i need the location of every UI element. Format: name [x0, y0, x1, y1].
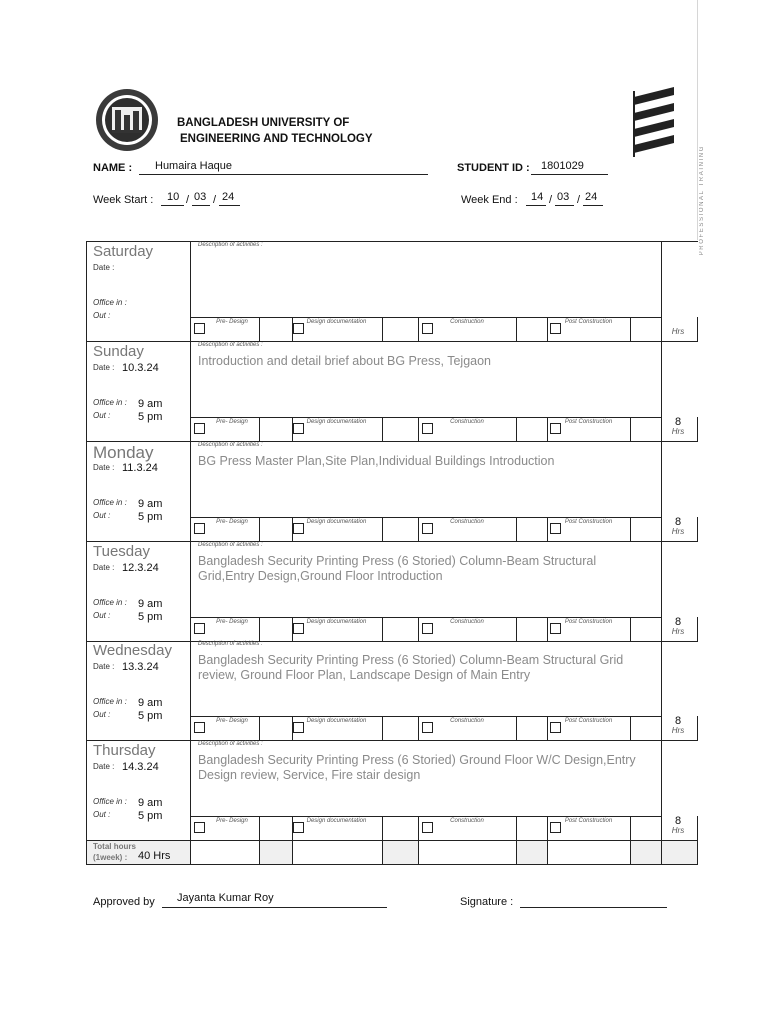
- side-label: PROFESSIONAL TRAINING: [699, 145, 705, 256]
- phase-column-rule: [382, 816, 383, 840]
- out-label: Out :: [93, 710, 111, 719]
- description-field[interactable]: Bangladesh Security Printing Press (6 Storied) Column-Beam Structural Grid,Entry Design,Ground Floor Introduction: [198, 554, 597, 583]
- hours-right-border: [697, 617, 698, 641]
- phase-label: Construction: [450, 718, 484, 724]
- table-left-border: [86, 441, 87, 541]
- phase-checkbox[interactable]: [194, 822, 205, 833]
- description-label: Description of activities :: [198, 242, 263, 248]
- description-label: Description of activities :: [198, 641, 263, 647]
- total-shaded-cell: [662, 841, 697, 864]
- description-label: Description of activities :: [198, 442, 263, 448]
- phase-label: Post Construction: [564, 319, 613, 325]
- day-name-sunday: Sunday: [93, 343, 144, 360]
- office-in-label: Office in :: [93, 298, 127, 307]
- phase-column-rule: [661, 716, 662, 740]
- table-left-border: [86, 740, 87, 840]
- phase-column-rule: [259, 517, 260, 541]
- phase-checkbox[interactable]: [194, 523, 205, 534]
- student-id-field[interactable]: 1801029: [541, 160, 584, 172]
- slash: /: [186, 194, 190, 206]
- hours-field[interactable]: 8: [674, 516, 682, 528]
- date-label: Date :: [93, 762, 115, 771]
- phase-label: Post Construction: [564, 619, 613, 625]
- name-field[interactable]: Humaira Haque: [155, 160, 233, 172]
- phase-column-rule: [190, 517, 191, 541]
- phase-column-rule: [418, 716, 419, 740]
- university-name-line1: BANGLADESH UNIVERSITY OF: [177, 117, 350, 129]
- university-name-line2: ENGINEERING AND TECHNOLOGY: [180, 133, 373, 145]
- date-label: Date :: [93, 563, 115, 572]
- hours-field[interactable]: 8: [674, 616, 682, 628]
- phase-checkbox[interactable]: [194, 323, 205, 334]
- phase-column-rule: [382, 617, 383, 641]
- table-left-border: [86, 341, 87, 441]
- phase-column-rule: [418, 816, 419, 840]
- name-label: NAME :: [93, 162, 133, 174]
- phase-column-rule: [661, 417, 662, 441]
- description-field[interactable]: BG Press Master Plan,Site Plan,Individual Buildings Introduction: [198, 454, 555, 468]
- date-field[interactable]: 12.3.24: [122, 562, 159, 574]
- description-right-border: [661, 541, 662, 617]
- table-left-border: [86, 241, 87, 341]
- phase-label: Design documentation: [306, 319, 367, 325]
- total-hours-field[interactable]: 40 Hrs: [138, 850, 171, 862]
- phase-column-rule: [259, 417, 260, 441]
- description-right-border: [661, 640, 662, 716]
- phase-checkbox[interactable]: [194, 423, 205, 434]
- phase-label: Pre- Design: [216, 319, 248, 325]
- out-label: Out :: [93, 511, 111, 520]
- week-start-year-underline: [219, 205, 240, 206]
- phase-column-rule: [547, 417, 548, 441]
- phase-column-rule: [190, 417, 191, 441]
- approved-by-underline: [162, 907, 387, 908]
- day-name-tuesday: Tuesday: [93, 543, 150, 560]
- description-field[interactable]: Introduction and detail brief about BG Press, Tejgaon: [198, 354, 492, 368]
- total-shaded-cell: [517, 841, 547, 864]
- hours-right-border: [697, 517, 698, 541]
- week-start-day-underline: [161, 205, 184, 206]
- week-start-month-underline: [192, 205, 210, 206]
- phase-column-rule: [516, 517, 517, 541]
- hours-right-border: [697, 417, 698, 441]
- phase-label: Pre- Design: [216, 419, 248, 425]
- phase-column-rule: [190, 716, 191, 740]
- table-left-border: [86, 640, 87, 740]
- phase-column-rule: [516, 317, 517, 341]
- phase-column-rule: [516, 617, 517, 641]
- phase-column-rule: [382, 317, 383, 341]
- signature-field[interactable]: [520, 907, 667, 908]
- description-right-border: [661, 341, 662, 417]
- hours-right-border: [697, 840, 698, 864]
- date-label: Date :: [93, 463, 115, 472]
- student-id-label: STUDENT ID :: [457, 162, 530, 174]
- week-end-month[interactable]: 03: [557, 191, 570, 203]
- total-bottom-rule: [86, 864, 698, 865]
- phase-column-rule: [630, 517, 631, 541]
- phase-label: Post Construction: [564, 519, 613, 525]
- week-end-year-underline: [583, 205, 603, 206]
- office-in-label: Office in :: [93, 697, 127, 706]
- phase-column-rule: [547, 716, 548, 740]
- university-logo: [94, 87, 160, 153]
- out-field[interactable]: 5 pm: [138, 710, 163, 722]
- office-in-field[interactable]: 9 am: [138, 598, 163, 610]
- hours-right-border: [697, 716, 698, 740]
- week-end-label: Week End :: [461, 194, 518, 206]
- office-in-label: Office in :: [93, 498, 127, 507]
- slash: /: [549, 194, 553, 206]
- office-in-field[interactable]: 9 am: [138, 697, 163, 709]
- phase-label: Construction: [450, 519, 484, 525]
- week-start-day[interactable]: 10: [167, 191, 180, 203]
- week-start-month[interactable]: 03: [194, 191, 207, 203]
- out-label: Out :: [93, 411, 111, 420]
- table-top-rule: [86, 241, 698, 242]
- phase-column-rule: [418, 617, 419, 641]
- date-label: Date :: [93, 263, 115, 272]
- phase-label: Post Construction: [564, 718, 613, 724]
- date-field[interactable]: 13.3.24: [122, 661, 159, 673]
- row-bottom-rule: [86, 341, 698, 342]
- week-end-year[interactable]: 24: [585, 191, 598, 203]
- day-name-thursday: Thursday: [93, 742, 156, 759]
- phase-label: Pre- Design: [216, 818, 248, 824]
- slash: /: [577, 194, 581, 206]
- phase-label: Construction: [450, 619, 484, 625]
- approved-by-field[interactable]: Jayanta Kumar Roy: [177, 892, 274, 904]
- phase-column-rule: [661, 317, 662, 341]
- total-hours-label: Total hours (1week) :: [93, 842, 136, 862]
- office-in-label: Office in :: [93, 797, 127, 806]
- phase-label: Construction: [450, 818, 484, 824]
- phase-column-rule: [547, 317, 548, 341]
- phase-label: Design documentation: [306, 519, 367, 525]
- phase-label: Design documentation: [306, 619, 367, 625]
- hours-field[interactable]: 8: [674, 815, 682, 827]
- phase-checkbox[interactable]: [194, 623, 205, 634]
- hours-label: Hrs: [671, 726, 685, 735]
- week-end-day-underline: [526, 205, 546, 206]
- phase-column-rule: [547, 517, 548, 541]
- row-bottom-rule: [86, 641, 698, 642]
- phase-column-rule: [259, 617, 260, 641]
- slash: /: [213, 194, 217, 206]
- out-field[interactable]: 5 pm: [138, 511, 163, 523]
- phase-column-rule: [418, 417, 419, 441]
- student-id-underline: [531, 174, 608, 175]
- description-field[interactable]: Bangladesh Security Printing Press (6 Storied) Column-Beam Structural Grid review, Ground Floor Plan, Landscape Design of Main Entry: [198, 653, 624, 682]
- office-in-field[interactable]: 9 am: [138, 398, 163, 410]
- date-field[interactable]: 11.3.24: [122, 462, 158, 474]
- description-field[interactable]: Bangladesh Security Printing Press (6 Storied) Ground Floor W/C Design,Entry Design review, Service, Fire stair design: [198, 753, 636, 782]
- hours-label: Hrs: [671, 427, 685, 436]
- phase-column-rule: [630, 417, 631, 441]
- phase-column-rule: [630, 317, 631, 341]
- row-bottom-rule: [86, 740, 698, 741]
- description-label: Description of activities :: [198, 741, 263, 747]
- week-start-year[interactable]: 24: [222, 191, 235, 203]
- phase-label: Design documentation: [306, 419, 367, 425]
- phase-label: Design documentation: [306, 718, 367, 724]
- week-start-label: Week Start :: [93, 194, 154, 206]
- phase-column-rule: [630, 816, 631, 840]
- phase-column-rule: [259, 317, 260, 341]
- description-label: Description of activities :: [198, 542, 263, 548]
- week-end-month-underline: [555, 205, 574, 206]
- phase-column-rule: [516, 716, 517, 740]
- total-shaded-cell: [631, 841, 661, 864]
- approved-by-label: Approved by: [93, 896, 155, 908]
- row-bottom-rule: [86, 541, 698, 542]
- phase-column-rule: [661, 617, 662, 641]
- phase-column-rule: [630, 617, 631, 641]
- signature-label: Signature :: [460, 896, 514, 908]
- hours-field[interactable]: 8: [674, 416, 682, 428]
- date-label: Date :: [93, 363, 115, 372]
- office-in-field[interactable]: 9 am: [138, 498, 163, 510]
- phase-column-rule: [547, 617, 548, 641]
- phase-label: Pre- Design: [216, 619, 248, 625]
- total-column-rule: [547, 840, 548, 864]
- phase-column-rule: [382, 517, 383, 541]
- phase-column-rule: [630, 716, 631, 740]
- table-left-border: [86, 541, 87, 641]
- phase-column-rule: [418, 317, 419, 341]
- phase-column-rule: [190, 816, 191, 840]
- phase-column-rule: [661, 816, 662, 840]
- day-name-monday: Monday: [93, 443, 154, 462]
- office-in-field[interactable]: 9 am: [138, 797, 163, 809]
- out-field[interactable]: 5 pm: [138, 411, 163, 423]
- phase-column-rule: [190, 317, 191, 341]
- hours-right-border: [697, 317, 698, 341]
- out-label: Out :: [93, 311, 111, 320]
- description-label: Description of activities :: [198, 342, 263, 348]
- phase-column-rule: [190, 617, 191, 641]
- phase-label: Post Construction: [564, 419, 613, 425]
- description-right-border: [661, 241, 662, 317]
- hours-label: Hrs: [671, 627, 685, 636]
- date-label: Date :: [93, 662, 115, 671]
- phase-label: Design documentation: [306, 818, 367, 824]
- out-field[interactable]: 5 pm: [138, 611, 163, 623]
- hours-label: Hrs: [671, 527, 685, 536]
- out-label: Out :: [93, 611, 111, 620]
- date-field[interactable]: 10.3.24: [122, 362, 159, 374]
- phase-column-rule: [418, 517, 419, 541]
- out-field[interactable]: 5 pm: [138, 810, 163, 822]
- total-column-rule: [190, 840, 191, 864]
- total-column-rule: [292, 840, 293, 864]
- date-field[interactable]: 14.3.24: [122, 761, 159, 773]
- description-right-border: [661, 441, 662, 517]
- description-right-border: [661, 740, 662, 816]
- phase-label: Construction: [450, 419, 484, 425]
- phase-column-rule: [547, 816, 548, 840]
- hours-label: Hrs: [671, 826, 685, 835]
- name-underline: [139, 174, 428, 175]
- phase-label: Pre- Design: [216, 718, 248, 724]
- office-in-label: Office in :: [93, 598, 127, 607]
- hours-label: Hrs: [671, 327, 685, 336]
- total-shaded-cell: [383, 841, 418, 864]
- hours-field[interactable]: 8: [674, 715, 682, 727]
- phase-column-rule: [259, 816, 260, 840]
- row-bottom-rule: [86, 441, 698, 442]
- phase-column-rule: [516, 417, 517, 441]
- day-name-wednesday: Wednesday: [93, 642, 172, 659]
- phase-column-rule: [661, 517, 662, 541]
- training-emblem-icon: [632, 87, 678, 159]
- phase-column-rule: [382, 716, 383, 740]
- total-shaded-cell: [260, 841, 292, 864]
- day-name-saturday: Saturday: [93, 243, 154, 260]
- hours-right-border: [697, 816, 698, 840]
- week-end-day[interactable]: 14: [531, 191, 544, 203]
- phase-checkbox[interactable]: [194, 722, 205, 733]
- phase-label: Pre- Design: [216, 519, 248, 525]
- phase-column-rule: [259, 716, 260, 740]
- phase-column-rule: [382, 417, 383, 441]
- phase-label: Construction: [450, 319, 484, 325]
- office-in-label: Office in :: [93, 398, 127, 407]
- total-column-rule: [418, 840, 419, 864]
- phase-column-rule: [516, 816, 517, 840]
- phase-label: Post Construction: [564, 818, 613, 824]
- page-edge-rule: [697, 0, 698, 240]
- out-label: Out :: [93, 810, 111, 819]
